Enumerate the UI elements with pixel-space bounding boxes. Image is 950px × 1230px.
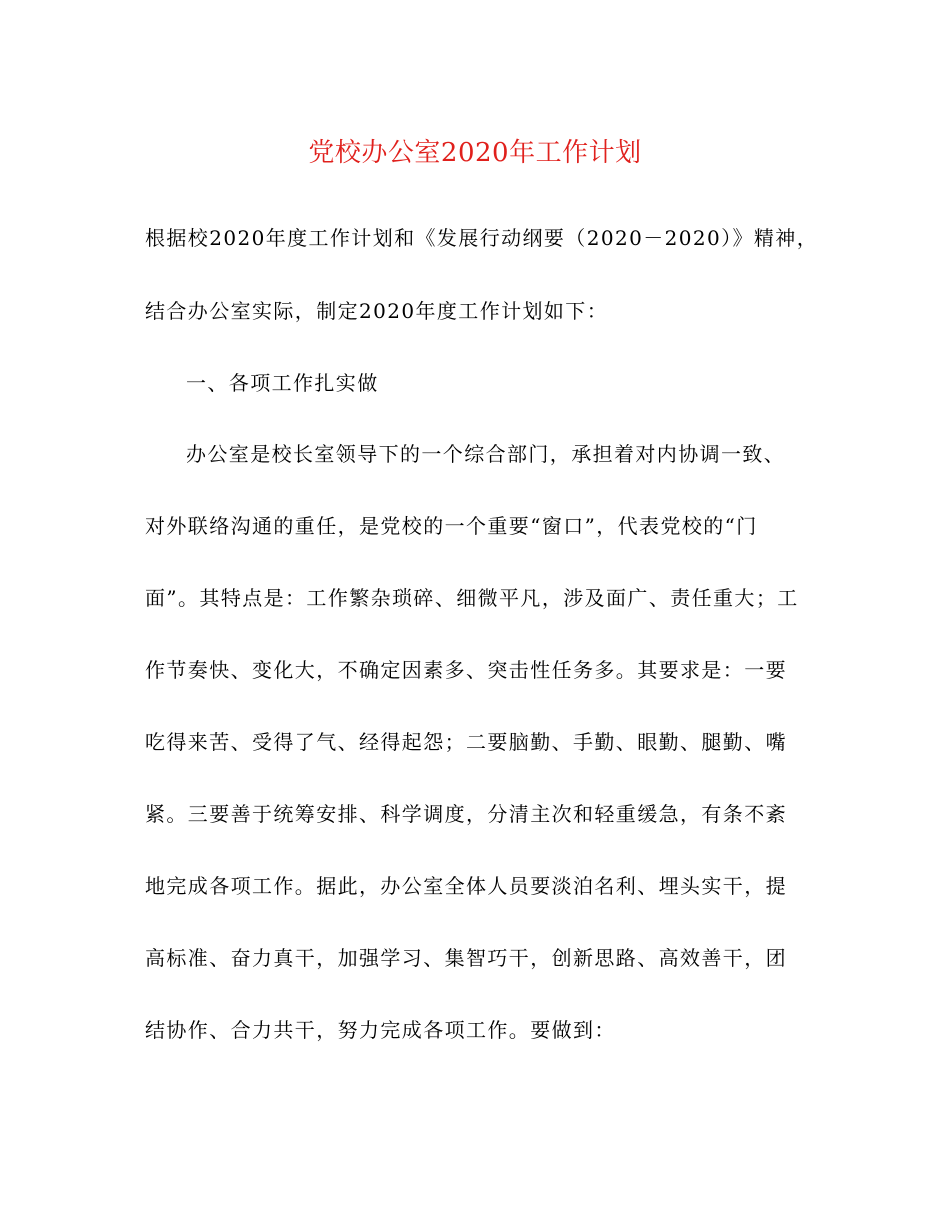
paragraph-line: 紧。三要善于统筹安排、科学调度，分清主次和轻重缓急，有条不紊 bbox=[145, 802, 787, 826]
paragraph-line: 高标准、奋力真干，加强学习、集智巧干，创新思路、高效善干，团 bbox=[145, 946, 787, 970]
section-heading: 一、各项工作扎实做 bbox=[186, 371, 379, 395]
paragraph-line: 对外联络沟通的重任，是党校的一个重要“窗口”，代表党校的“门 bbox=[145, 514, 758, 538]
paragraph-line: 作节奏快、变化大，不确定因素多、突击性任务多。其要求是：一要 bbox=[145, 658, 787, 682]
paragraph-line: 面”。其特点是：工作繁杂琐碎、细微平凡，涉及面广、责任重大；工 bbox=[145, 586, 799, 610]
paragraph-line: 办公室是校长室领导下的一个综合部门，承担着对内协调一致、 bbox=[186, 442, 786, 466]
paragraph-line: 地完成各项工作。据此，办公室全体人员要淡泊名利、埋头实干，提 bbox=[145, 874, 787, 898]
document-title: 党校办公室2020年工作计划 bbox=[308, 138, 642, 168]
paragraph-line: 根据校2020年度工作计划和《发展行动纲要（2020－2020）》精神， bbox=[145, 226, 819, 250]
paragraph-line: 结协作、合力共干，努力完成各项工作。要做到： bbox=[145, 1018, 616, 1042]
paragraph-line: 结合办公室实际，制定2020年度工作计划如下： bbox=[145, 299, 609, 323]
paragraph-line: 吃得来苦、受得了气、经得起怨；二要脑勤、手勤、眼勤、腿勤、嘴 bbox=[145, 730, 787, 754]
